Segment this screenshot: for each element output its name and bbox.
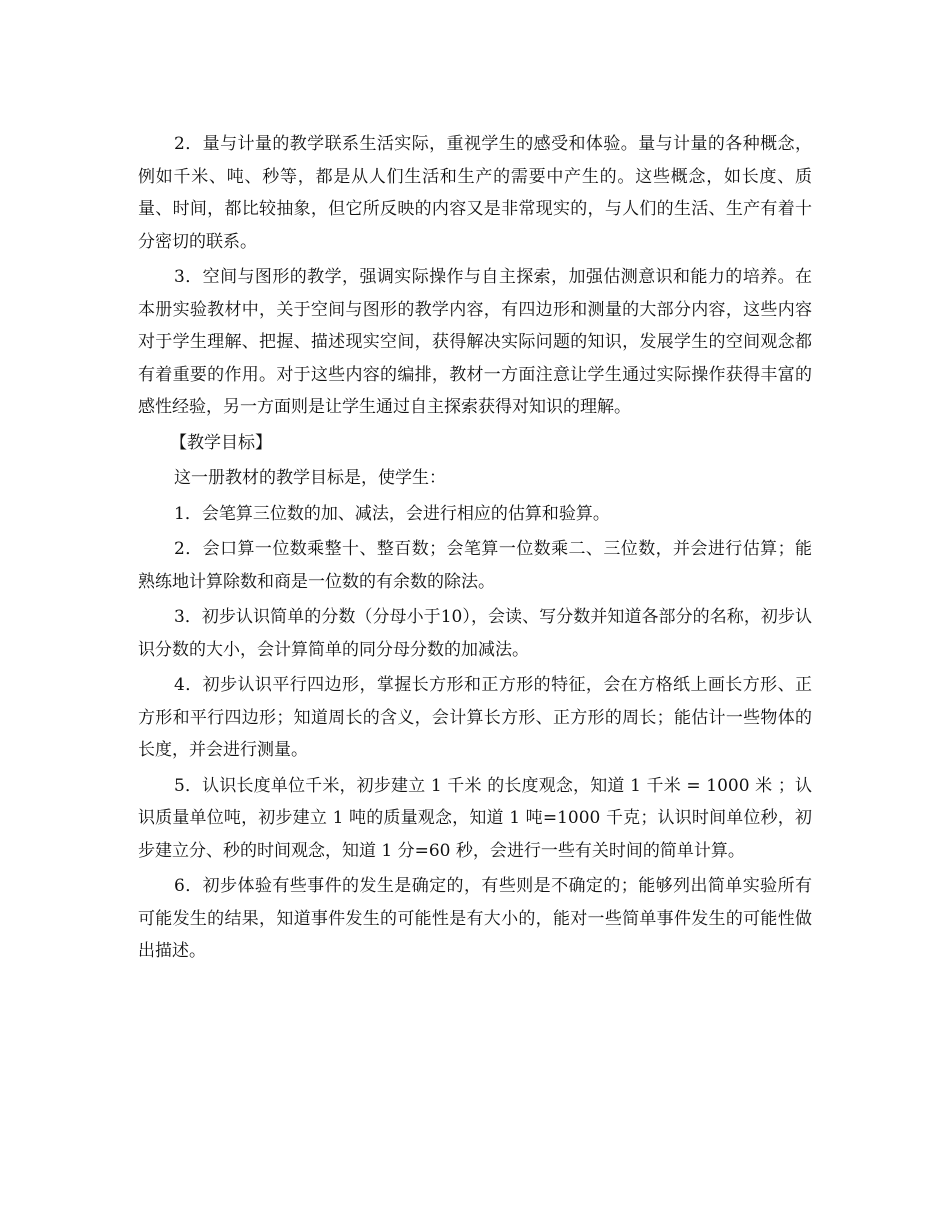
goal-item: 4．初步认识平行四边形，掌握长方形和正方形的特征，会在方格纸上画长方形、正方形和平行四边形；知道周长的含义，会计算长方形、正方形的周长；能估计一些物体的长度，并会进行测量。 — [138, 675, 812, 760]
paragraph-space-figure: 3．空间与图形的教学，强调实际操作与自主探索，加强估测意识和能力的培养。在本册实验教材中，关于空间与图形的教学内容，有四边形和测量的大部分内容，这些内容对于学生理解、把握、描述现实空间，获得解决实际问题的知识，发展学生的空间观念都有着重要的作用。对于这些内容的编排，教材一方面注意让学生通过实际操作获得丰富的感性经验，另一方面则是让学生通过自主探索获得对知识的理解。 — [138, 267, 812, 417]
document-body — [138, 128, 812, 971]
goal-item: 2．会口算一位数乘整十、整百数；会笔算一位数乘二、三位数，并会进行估算；能熟练地计算除数和商是一位数的有余数的除法。 — [138, 539, 812, 592]
goal-item: 6．初步体验有些事件的发生是确定的，有些则是不确定的；能够列出简单实验所有可能发生的结果，知道事件发生的可能性是有大小的，能对一些简单事件发生的可能性做出描述。 — [138, 876, 812, 961]
section-heading-teaching-goals: 【教学目标】 — [170, 432, 272, 453]
paragraph-measurement: 2．量与计量的教学联系生活实际，重视学生的感受和体验。量与计量的各种概念，例如千米、吨、秒等，都是从人们生活和生产的需要中产生的。这些概念，如长度、质量、时间，都比较抽象，但它所反映的内容又是非常现实的，与人们的生活、生产有着十分密切的联系。 — [138, 134, 812, 252]
goal-item: 5．认识长度单位千米，初步建立 1 千米 的长度观念，知道 1 千米 = 1000 米 ；认识质量单位吨，初步建立 1 吨的质量观念，知道 1 吨=1000 千克；认识时间单位秒，初步建立分、秒的时间观念，知道 1 分=60 秒，会进行一些有关时间的简单计算。 — [138, 775, 812, 861]
goal-item: 3．初步认识简单的分数（分母小于10），会读、写分数并知道各部分的名称，初步认识分数的大小，会计算简单的同分母分数的加减法。 — [138, 607, 812, 660]
goals-intro: 这一册教材的教学目标是，使学生： — [174, 468, 446, 488]
goal-item: 1．会笔算三位数的加、减法，会进行相应的估算和验算。 — [174, 503, 610, 524]
